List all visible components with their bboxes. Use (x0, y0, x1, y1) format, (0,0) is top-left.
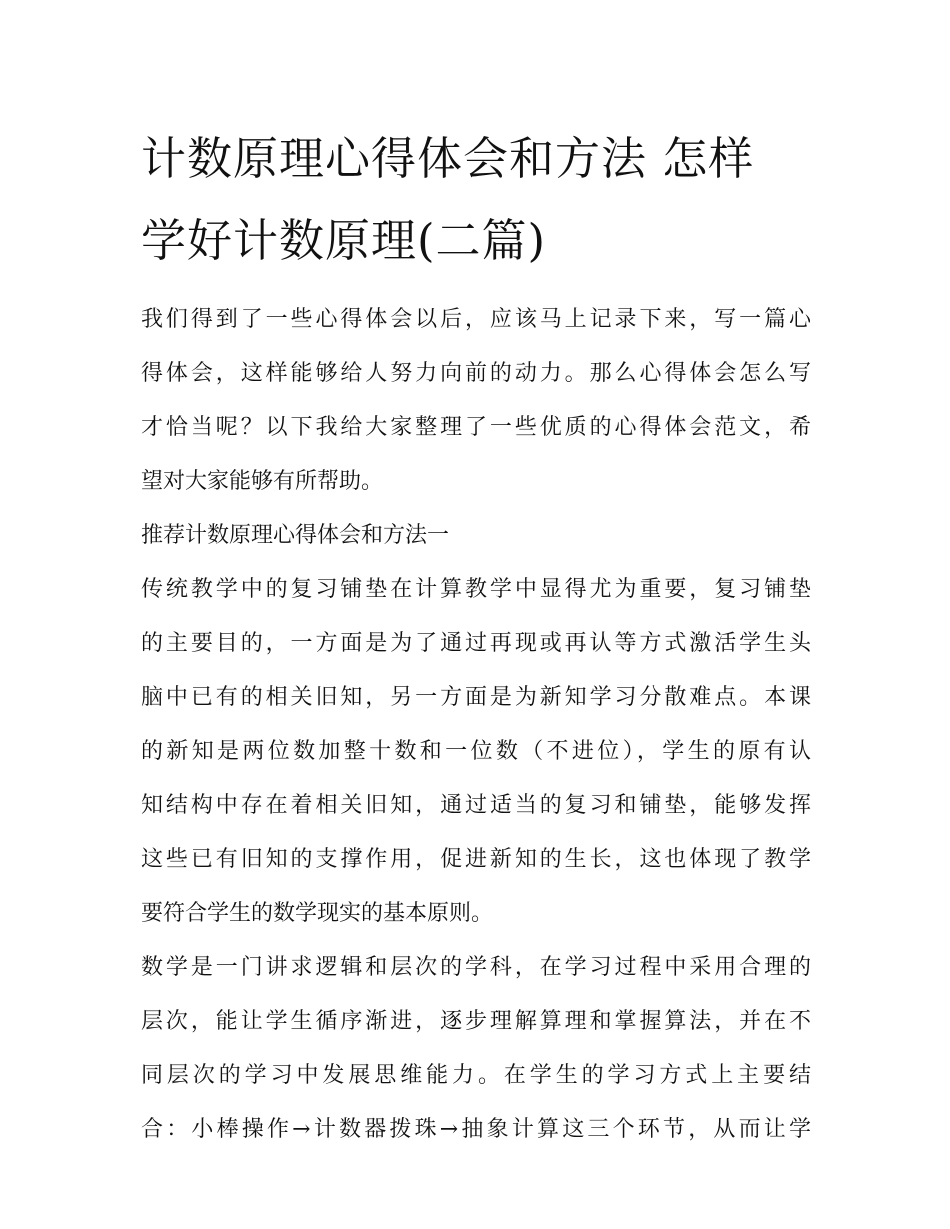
title-line: 计数原理心得体会和方法 怎样 (141, 132, 755, 185)
document-content (141, 118, 811, 1157)
section-heading-text: 推荐计数原理心得体会和方法一 (141, 523, 450, 548)
paragraph-1 (141, 563, 811, 941)
text-line: 数学是一门讲求逻辑和层次的学科，在学习过程中采用合理的 (141, 955, 811, 980)
text-line: 的主要目的，一方面是为了通过再现或再认等方式激活学生头 (141, 631, 811, 656)
text-line: 得体会，这样能够给人努力向前的动力。那么心得体会怎么写 (141, 361, 811, 386)
intro-paragraph (141, 293, 811, 509)
section-heading (141, 509, 811, 563)
text-line: 合：小棒操作→计数器拨珠→抽象计算这三个环节，从而让学 (141, 1117, 811, 1142)
text-line: 传统教学中的复习铺垫在计算教学中显得尤为重要，复习铺垫 (141, 577, 811, 602)
text-line: 要符合学生的数学现实的基本原则。 (141, 901, 494, 926)
paragraph-2 (141, 941, 811, 1157)
text-line: 的新知是两位数加整十数和一位数（不进位），学生的原有认 (141, 739, 811, 764)
text-line: 知结构中存在着相关旧知，通过适当的复习和铺垫，能够发挥 (141, 793, 811, 818)
title-line: 学好计数原理(二篇) (141, 214, 547, 267)
text-line: 才恰当呢？以下我给大家整理了一些优质的心得体会范文，希 (141, 415, 811, 440)
document-title (141, 118, 811, 282)
text-line: 我们得到了一些心得体会以后，应该马上记录下来，写一篇心 (141, 307, 811, 332)
text-line: 层次，能让学生循序渐进，逐步理解算理和掌握算法，并在不 (141, 1009, 811, 1034)
text-line: 这些已有旧知的支撑作用，促进新知的生长，这也体现了教学 (141, 847, 811, 872)
text-line: 望对大家能够有所帮助。 (141, 469, 384, 494)
text-line: 脑中已有的相关旧知，另一方面是为新知学习分散难点。本课 (141, 685, 811, 710)
document-body (141, 293, 811, 1157)
text-line: 同层次的学习中发展思维能力。在学生的学习方式上主要结 (141, 1063, 811, 1088)
